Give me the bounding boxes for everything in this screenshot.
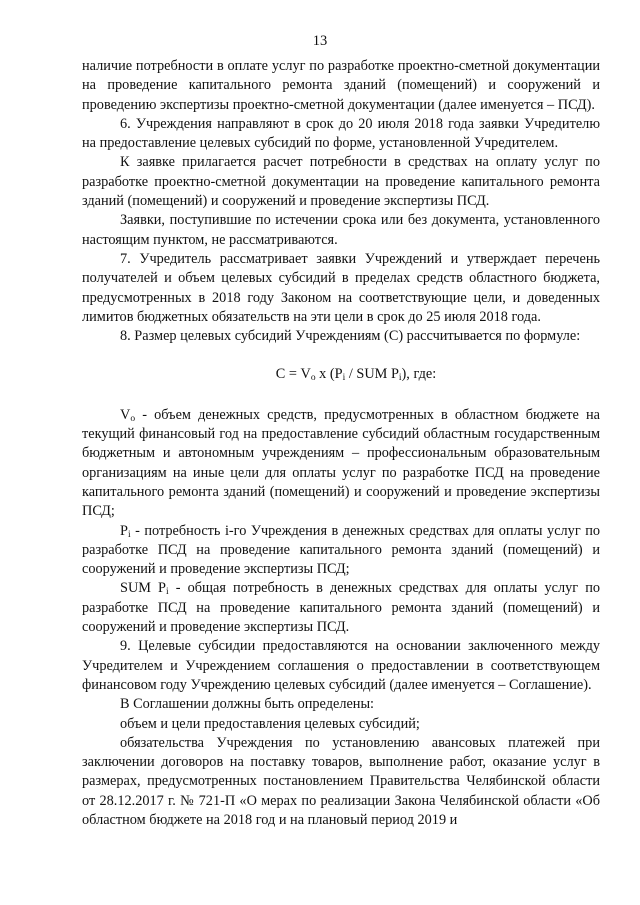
definition-sum-pi [82,579,600,637]
paragraph-item-9: 9. Целевые субсидии предоставляются на основании заключенного между Учредителем и Учреждением соглашения о предоставлении в соответствующем финансовом году Учреждению целевых субсидий (далее именуется – Соглашение). [82,638,600,693]
formula [82,365,600,384]
symbol-sum-sub: i [166,587,169,598]
definition-vo-text: - объем денежных средств, предусмотренных в областном бюджете на текущий финансовый год на предоставление субсидий областным государственным бюджетным и автономным учреждениям – профессиональным образовательным организациям на иные цели для оплаты услуг по разработке ПСД на проведение капитального ремонта зданий (помещений) и сооружений и проведение экспертизы ПСД; [82,406,600,520]
paragraph: К заявке прилагается расчет потребности в средствах на оплату услуг по разработке проектно-сметной документации на проведение капитального ремонта зданий (помещений) и сооружений и проведение экспертизы ПСД. [82,154,600,210]
paragraph: наличие потребности в оплате услуг по разработке проектно-сметной документации на проведение капитального ремонта зданий (помещений) и сооружений и проведению экспертизы проектно-сметной документации (далее именуется – ПСД). [82,58,600,113]
symbol-v-sub: o [130,413,136,424]
formula-sub-o: o [310,373,316,384]
formula-sub-i2: i [398,373,402,384]
symbol-sum: SUM P [120,580,167,597]
formula-sum: / SUM P [345,366,399,383]
paragraph: В Соглашении должны быть определены: [120,696,375,713]
paragraph-item-8: 8. Размер целевых субсидий Учреждениям (С) рассчитывается по формуле: [120,328,581,345]
paragraph-item-7: 7. Учредитель рассматривает заявки Учреждений и утверждает перечень получателей и объем целевых субсидий в пределах средств областного бюджета, предусмотренных в 2018 году Законом на соответствующие цели, и доведенных лимитов бюджетных обязательств на эти цели в срок до 25 июля 2018 года. [82,250,600,325]
list-item: обязательства Учреждения по установлению авансовых платежей при заключении договоров на поставку товаров, выполнение работ, оказание услуг в размерах, предусмотренных постановлением Правительства Челябинской области от 28.12.2017 г. № 721-П «О мерах по реализации Закона Челябинской области «Об областном бюджете на 2018 год и на плановый период 2019 и [82,734,600,828]
page-number: 13 [312,33,328,49]
symbol-v: V [120,406,131,423]
paragraph: Заявки, поступившие по истечении срока или без документа, установленного настоящим пунктом, не рассматриваются. [82,212,600,248]
symbol-p-sub: i [127,529,131,540]
definition-vo [82,406,600,522]
definition-sum-text: - общая потребность в денежных средствах для оплаты услуг по разработке ПСД на проведение капитального ремонта зданий (помещений) и сооружений и проведение экспертизы ПСД. [82,580,600,636]
formula-mid: x (P [315,366,343,383]
symbol-p: P [120,522,128,539]
definition-pi [82,522,600,580]
formula-start: С = V [275,366,311,383]
definition-pi-text: - потребность i-го Учреждения в денежных средствах для оплаты услуг по разработке ПСД на проведение капитального ремонта зданий (помещений) и сооружений и проведение экспертизы ПСД; [82,522,600,578]
formula-end: ), где: [401,366,437,383]
formula-sub-i: i [342,373,346,384]
paragraph-item-6: 6. Учреждения направляют в срок до 20 июля 2018 года заявки Учредителю на предоставление целевых субсидий по форме, установленной Учредителем. [82,115,600,152]
list-item: объем и цели предоставления целевых субсидий; [120,715,420,732]
document-body [82,57,600,830]
